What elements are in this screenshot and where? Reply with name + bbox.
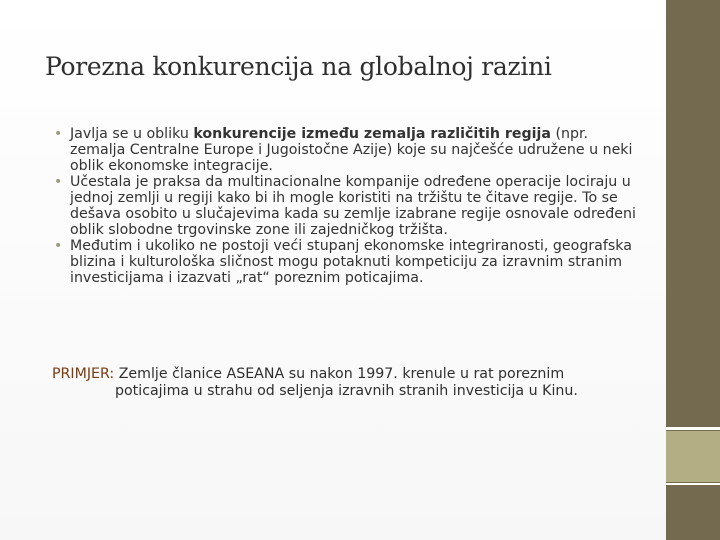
example-label: PRIMJER:	[52, 366, 115, 382]
bullet-text: Međutim i ukoliko ne postoji veći stupanj ekonomske integriranosti, geografska blizina i kulturološka sličnost mogu potaknuti kompeticiju za izravnim stranim investicijama i izazvati „rat“ poreznim poticajima.	[70, 238, 632, 286]
list-item	[54, 238, 644, 286]
bullet-icon: •	[54, 238, 63, 254]
strip-divider	[666, 427, 720, 430]
example-line-1: Zemlje članice ASEANA su nakon 1997. krenule u rat poreznim	[114, 366, 565, 382]
example-line-2: poticajima u strahu od seljenja izravnih stranih investicija u Kinu.	[115, 383, 578, 399]
bullet-text-bold: konkurencije između zemalja različitih regija	[193, 126, 551, 142]
side-decoration-strip	[666, 0, 720, 540]
strip-divider	[666, 483, 720, 485]
list-item	[54, 174, 644, 238]
example-paragraph	[52, 366, 642, 400]
bullet-text: Učestala je praksa da multinacionalne kompanije određene operacije lociraju u jednoj zemlji u regiji kako bi ih mogle koristiti na tržištu te čitave regije. To se dešava osobito u slučajevima kada su zemlje izabrane regije osnovale određeni oblik slobodne trgovinske zone ili zajedničkog tržišta.	[70, 174, 636, 238]
bullet-icon: •	[54, 126, 63, 142]
strip-accent-band	[666, 431, 720, 482]
bullet-list	[54, 126, 644, 286]
bullet-text-end: (npr. zemalja Centralne Europe i Jugoistočne Azije) koje su najčešće udružene u neki oblik ekonomske integracije.	[70, 126, 633, 174]
list-item	[54, 126, 644, 174]
bullet-icon: •	[54, 174, 63, 190]
bullet-text-start: Javlja se u obliku	[70, 126, 194, 142]
slide-title: Porezna konkurencija na globalnoj razini	[45, 52, 552, 81]
